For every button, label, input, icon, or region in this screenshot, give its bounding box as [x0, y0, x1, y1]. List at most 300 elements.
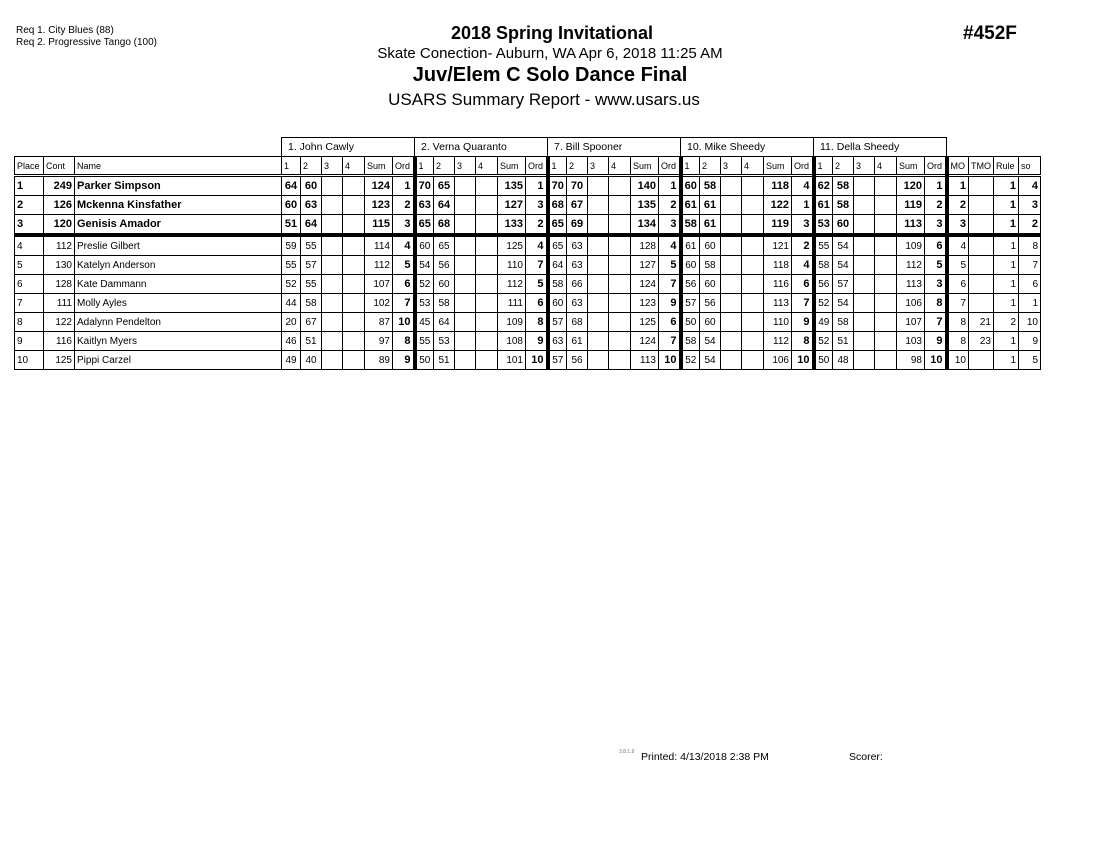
score-2-cell: 60: [700, 275, 721, 294]
sum-cell: 119: [897, 196, 925, 215]
score-2-cell: 66: [567, 275, 588, 294]
ordinal-cell: 3: [526, 196, 548, 215]
score-1-cell: 58: [814, 256, 833, 275]
spacer: [15, 138, 282, 157]
score-4-cell: [875, 176, 897, 196]
version-label: 3.8.1.9: [619, 749, 635, 755]
event-number: #452F: [963, 23, 1017, 44]
ordinal-cell: 5: [659, 256, 681, 275]
score-3-cell: [721, 275, 742, 294]
so-cell: 1: [1019, 294, 1041, 313]
score-2-cell: 53: [434, 332, 455, 351]
sum-cell: 135: [498, 176, 526, 196]
col-header-judge-3: 3: [721, 157, 742, 176]
score-2-cell: 60: [700, 235, 721, 256]
score-1-cell: 51: [282, 215, 301, 236]
ordinal-cell: 3: [925, 215, 947, 236]
score-2-cell: 51: [833, 332, 854, 351]
sum-cell: 127: [631, 256, 659, 275]
col-header-cont: Cont: [44, 157, 75, 176]
sum-cell: 120: [897, 176, 925, 196]
score-4-cell: [742, 196, 764, 215]
score-3-cell: [588, 294, 609, 313]
so-cell: 6: [1019, 275, 1041, 294]
sum-cell: 97: [365, 332, 393, 351]
score-3-cell: [455, 332, 476, 351]
sum-cell: 112: [365, 256, 393, 275]
score-3-cell: [322, 313, 343, 332]
score-4-cell: [343, 215, 365, 236]
skater-name-cell: Preslie Gilbert: [75, 235, 282, 256]
ordinal-cell: 6: [393, 275, 415, 294]
place-cell: 1: [15, 176, 44, 196]
score-2-cell: 58: [700, 176, 721, 196]
ordinal-cell: 7: [659, 332, 681, 351]
score-4-cell: [742, 294, 764, 313]
mo-cell: 2: [947, 196, 969, 215]
score-1-cell: 50: [681, 313, 700, 332]
so-cell: 3: [1019, 196, 1041, 215]
tmo-cell: [969, 215, 994, 236]
col-header-judge-1: 1: [415, 157, 434, 176]
score-1-cell: 60: [681, 176, 700, 196]
score-2-cell: 65: [434, 235, 455, 256]
ordinal-cell: 6: [792, 275, 814, 294]
score-4-cell: [742, 275, 764, 294]
event-title: Juv/Elem C Solo Dance Final: [412, 64, 688, 86]
sum-cell: 114: [365, 235, 393, 256]
score-2-cell: 63: [567, 235, 588, 256]
skater-name-cell: Katelyn Anderson: [75, 256, 282, 275]
score-3-cell: [854, 313, 875, 332]
col-header-judge-2: 2: [434, 157, 455, 176]
col-header-judge-1: 1: [548, 157, 567, 176]
score-1-cell: 56: [681, 275, 700, 294]
rule-cell: 1: [994, 294, 1019, 313]
skater-name-cell: Parker Simpson: [75, 176, 282, 196]
mo-cell: 8: [947, 332, 969, 351]
mo-cell: 8: [947, 313, 969, 332]
sum-cell: 113: [897, 215, 925, 236]
score-3-cell: [588, 235, 609, 256]
score-1-cell: 55: [814, 235, 833, 256]
score-3-cell: [588, 215, 609, 236]
tmo-cell: [969, 235, 994, 256]
score-4-cell: [609, 176, 631, 196]
ordinal-cell: 4: [526, 235, 548, 256]
table-row: [15, 275, 1041, 294]
sum-cell: 102: [365, 294, 393, 313]
score-2-cell: 61: [700, 196, 721, 215]
score-4-cell: [476, 294, 498, 313]
ordinal-cell: 3: [792, 215, 814, 236]
score-2-cell: 60: [833, 215, 854, 236]
cont-cell: 112: [44, 235, 75, 256]
score-3-cell: [721, 196, 742, 215]
scorer-label: Scorer:: [849, 751, 883, 763]
score-4-cell: [476, 313, 498, 332]
col-header-judge-2: 2: [301, 157, 322, 176]
col-header-judge-sum: Sum: [365, 157, 393, 176]
tmo-cell: [969, 256, 994, 275]
score-3-cell: [455, 275, 476, 294]
sum-cell: 112: [764, 332, 792, 351]
skater-name-cell: Pippi Carzel: [75, 351, 282, 370]
so-cell: 5: [1019, 351, 1041, 370]
sum-cell: 122: [764, 196, 792, 215]
sum-cell: 110: [498, 256, 526, 275]
cont-cell: 130: [44, 256, 75, 275]
score-4-cell: [609, 332, 631, 351]
score-1-cell: 62: [814, 176, 833, 196]
ordinal-cell: 7: [659, 275, 681, 294]
skater-name-cell: Adalynn Pendelton: [75, 313, 282, 332]
ordinal-cell: 4: [792, 176, 814, 196]
place-cell: 4: [15, 235, 44, 256]
tmo-cell: [969, 294, 994, 313]
ordinal-cell: 8: [526, 313, 548, 332]
rule-cell: 1: [994, 256, 1019, 275]
score-2-cell: 64: [301, 215, 322, 236]
mo-cell: 4: [947, 235, 969, 256]
col-header-so: so: [1019, 157, 1041, 176]
score-3-cell: [588, 196, 609, 215]
score-4-cell: [609, 235, 631, 256]
mo-cell: 3: [947, 215, 969, 236]
sum-cell: 110: [764, 313, 792, 332]
col-header-judge-2: 2: [567, 157, 588, 176]
judge-name: 11. Della Sheedy: [814, 138, 947, 157]
score-1-cell: 52: [814, 294, 833, 313]
so-cell: 4: [1019, 176, 1041, 196]
score-1-cell: 53: [814, 215, 833, 236]
sum-cell: 115: [365, 215, 393, 236]
table-row: [15, 196, 1041, 215]
rule-cell: 1: [994, 275, 1019, 294]
score-1-cell: 55: [282, 256, 301, 275]
score-2-cell: 64: [434, 313, 455, 332]
ordinal-cell: 6: [925, 235, 947, 256]
score-2-cell: 67: [567, 196, 588, 215]
score-4-cell: [476, 275, 498, 294]
ordinal-cell: 8: [393, 332, 415, 351]
ordinal-cell: 9: [659, 294, 681, 313]
ordinal-cell: 9: [792, 313, 814, 332]
score-4-cell: [476, 176, 498, 196]
score-4-cell: [343, 294, 365, 313]
judge-name: 7. Bill Spooner: [548, 138, 681, 157]
ordinal-cell: 9: [393, 351, 415, 370]
score-2-cell: 60: [301, 176, 322, 196]
score-1-cell: 52: [415, 275, 434, 294]
ordinal-cell: 7: [393, 294, 415, 313]
place-cell: 8: [15, 313, 44, 332]
sum-cell: 123: [631, 294, 659, 313]
score-4-cell: [875, 235, 897, 256]
rule-cell: 1: [994, 351, 1019, 370]
ordinal-cell: 10: [792, 351, 814, 370]
score-1-cell: 65: [415, 215, 434, 236]
ordinal-cell: 10: [925, 351, 947, 370]
sum-cell: 128: [631, 235, 659, 256]
sum-cell: 107: [897, 313, 925, 332]
score-2-cell: 63: [567, 256, 588, 275]
score-4-cell: [476, 332, 498, 351]
cont-cell: 111: [44, 294, 75, 313]
score-4-cell: [609, 294, 631, 313]
score-4-cell: [742, 313, 764, 332]
place-cell: 7: [15, 294, 44, 313]
sum-cell: 124: [631, 332, 659, 351]
score-2-cell: 54: [700, 351, 721, 370]
spacer: [947, 138, 1041, 157]
col-header-name: Name: [75, 157, 282, 176]
cont-cell: 122: [44, 313, 75, 332]
sum-cell: 103: [897, 332, 925, 351]
table-row: [15, 235, 1041, 256]
score-3-cell: [721, 235, 742, 256]
place-cell: 9: [15, 332, 44, 351]
sum-cell: 124: [631, 275, 659, 294]
score-1-cell: 61: [681, 235, 700, 256]
rule-cell: 1: [994, 215, 1019, 236]
sum-cell: 98: [897, 351, 925, 370]
score-2-cell: 56: [567, 351, 588, 370]
score-1-cell: 54: [415, 256, 434, 275]
col-header-judge-ord: Ord: [792, 157, 814, 176]
sum-cell: 111: [498, 294, 526, 313]
score-3-cell: [322, 256, 343, 275]
score-2-cell: 61: [700, 215, 721, 236]
score-3-cell: [455, 351, 476, 370]
score-3-cell: [322, 332, 343, 351]
score-3-cell: [322, 275, 343, 294]
skater-name-cell: Kaitlyn Myers: [75, 332, 282, 351]
score-3-cell: [455, 176, 476, 196]
score-2-cell: 54: [833, 235, 854, 256]
tmo-cell: [969, 275, 994, 294]
score-3-cell: [455, 215, 476, 236]
col-header-judge-sum: Sum: [764, 157, 792, 176]
score-2-cell: 68: [567, 313, 588, 332]
ordinal-cell: 2: [659, 196, 681, 215]
place-cell: 10: [15, 351, 44, 370]
so-cell: 2: [1019, 215, 1041, 236]
printed-timestamp: Printed: 4/13/2018 2:38 PM: [641, 751, 769, 763]
score-1-cell: 70: [548, 176, 567, 196]
ordinal-cell: 9: [925, 332, 947, 351]
judge-name: 1. John Cawly: [282, 138, 415, 157]
col-header-judge-4: 4: [742, 157, 764, 176]
score-2-cell: 56: [700, 294, 721, 313]
so-cell: 8: [1019, 235, 1041, 256]
place-cell: 5: [15, 256, 44, 275]
col-header-judge-4: 4: [343, 157, 365, 176]
score-1-cell: 60: [548, 294, 567, 313]
ordinal-cell: 10: [659, 351, 681, 370]
ordinal-cell: 10: [393, 313, 415, 332]
score-4-cell: [875, 313, 897, 332]
ordinal-cell: 2: [526, 215, 548, 236]
sum-cell: 109: [498, 313, 526, 332]
score-1-cell: 52: [681, 351, 700, 370]
score-1-cell: 49: [814, 313, 833, 332]
score-1-cell: 68: [548, 196, 567, 215]
sum-cell: 87: [365, 313, 393, 332]
score-1-cell: 50: [814, 351, 833, 370]
score-1-cell: 46: [282, 332, 301, 351]
score-2-cell: 60: [700, 313, 721, 332]
score-4-cell: [343, 235, 365, 256]
col-header-judge-1: 1: [282, 157, 301, 176]
place-cell: 3: [15, 215, 44, 236]
score-2-cell: 64: [434, 196, 455, 215]
score-2-cell: 69: [567, 215, 588, 236]
score-2-cell: 58: [833, 313, 854, 332]
score-3-cell: [588, 275, 609, 294]
score-1-cell: 45: [415, 313, 434, 332]
place-cell: 2: [15, 196, 44, 215]
score-3-cell: [588, 256, 609, 275]
score-2-cell: 58: [700, 256, 721, 275]
score-3-cell: [721, 332, 742, 351]
sum-cell: 123: [365, 196, 393, 215]
col-header-judge-sum: Sum: [498, 157, 526, 176]
mo-cell: 7: [947, 294, 969, 313]
score-4-cell: [609, 275, 631, 294]
ordinal-cell: 4: [792, 256, 814, 275]
sum-cell: 118: [764, 176, 792, 196]
score-4-cell: [742, 176, 764, 196]
venue-line: Skate Conection- Auburn, WA Apr 6, 2018 11:25 AM: [377, 45, 723, 62]
score-4-cell: [875, 351, 897, 370]
score-4-cell: [343, 275, 365, 294]
score-2-cell: 63: [567, 294, 588, 313]
so-cell: 10: [1019, 313, 1041, 332]
score-3-cell: [721, 256, 742, 275]
score-4-cell: [609, 351, 631, 370]
mo-cell: 1: [947, 176, 969, 196]
sum-cell: 89: [365, 351, 393, 370]
score-3-cell: [588, 176, 609, 196]
requirement-2: Req 2. Progressive Tango (100): [16, 37, 158, 48]
col-header-judge-ord: Ord: [526, 157, 548, 176]
table-row: [15, 313, 1041, 332]
tmo-cell: 23: [969, 332, 994, 351]
results-table: [14, 137, 1041, 370]
col-header-place: Place: [15, 157, 44, 176]
tmo-cell: [969, 351, 994, 370]
col-header-judge-1: 1: [814, 157, 833, 176]
score-4-cell: [609, 196, 631, 215]
score-3-cell: [322, 351, 343, 370]
sum-cell: 101: [498, 351, 526, 370]
score-4-cell: [875, 196, 897, 215]
ordinal-cell: 1: [526, 176, 548, 196]
skater-name-cell: Molly Ayles: [75, 294, 282, 313]
score-1-cell: 57: [548, 313, 567, 332]
score-3-cell: [854, 215, 875, 236]
score-3-cell: [455, 196, 476, 215]
col-header-judge-2: 2: [833, 157, 854, 176]
sum-cell: 121: [764, 235, 792, 256]
ordinal-cell: 2: [925, 196, 947, 215]
sum-cell: 113: [764, 294, 792, 313]
score-4-cell: [609, 313, 631, 332]
score-3-cell: [721, 294, 742, 313]
mo-cell: 10: [947, 351, 969, 370]
competition-title: 2018 Spring Invitational: [450, 23, 654, 43]
score-4-cell: [742, 215, 764, 236]
score-4-cell: [476, 215, 498, 236]
table-row: [15, 351, 1041, 370]
ordinal-cell: 8: [792, 332, 814, 351]
col-header-judge-4: 4: [875, 157, 897, 176]
score-3-cell: [455, 294, 476, 313]
score-4-cell: [875, 256, 897, 275]
ordinal-cell: 5: [526, 275, 548, 294]
col-header-mo: MO: [947, 157, 969, 176]
ordinal-cell: 1: [659, 176, 681, 196]
score-2-cell: 56: [434, 256, 455, 275]
ordinal-cell: 2: [393, 196, 415, 215]
ordinal-cell: 3: [925, 275, 947, 294]
score-4-cell: [476, 351, 498, 370]
sum-cell: 112: [498, 275, 526, 294]
score-3-cell: [588, 351, 609, 370]
sum-cell: 135: [631, 196, 659, 215]
score-1-cell: 63: [415, 196, 434, 215]
cont-cell: 125: [44, 351, 75, 370]
col-header-judge-sum: Sum: [631, 157, 659, 176]
score-2-cell: 58: [301, 294, 322, 313]
judge-name: 2. Verna Quaranto: [415, 138, 548, 157]
score-1-cell: 61: [681, 196, 700, 215]
score-2-cell: 55: [301, 275, 322, 294]
score-3-cell: [854, 275, 875, 294]
score-4-cell: [875, 215, 897, 236]
score-4-cell: [609, 215, 631, 236]
rule-cell: 1: [994, 332, 1019, 351]
score-4-cell: [742, 351, 764, 370]
score-1-cell: 52: [282, 275, 301, 294]
ordinal-cell: 6: [659, 313, 681, 332]
col-header-judge-3: 3: [322, 157, 343, 176]
score-3-cell: [854, 176, 875, 196]
score-3-cell: [322, 215, 343, 236]
ordinal-cell: 7: [792, 294, 814, 313]
skater-name-cell: Genisis Amador: [75, 215, 282, 236]
ordinal-cell: 9: [526, 332, 548, 351]
col-header-judge-ord: Ord: [925, 157, 947, 176]
score-2-cell: 58: [434, 294, 455, 313]
score-4-cell: [609, 256, 631, 275]
cont-cell: 120: [44, 215, 75, 236]
rule-cell: 2: [994, 313, 1019, 332]
score-2-cell: 60: [434, 275, 455, 294]
so-cell: 7: [1019, 256, 1041, 275]
ordinal-cell: 7: [526, 256, 548, 275]
place-cell: 6: [15, 275, 44, 294]
cont-cell: 116: [44, 332, 75, 351]
score-1-cell: 59: [282, 235, 301, 256]
cont-cell: 249: [44, 176, 75, 196]
score-4-cell: [476, 256, 498, 275]
score-3-cell: [854, 196, 875, 215]
score-4-cell: [875, 294, 897, 313]
sum-cell: 125: [631, 313, 659, 332]
sum-cell: 140: [631, 176, 659, 196]
